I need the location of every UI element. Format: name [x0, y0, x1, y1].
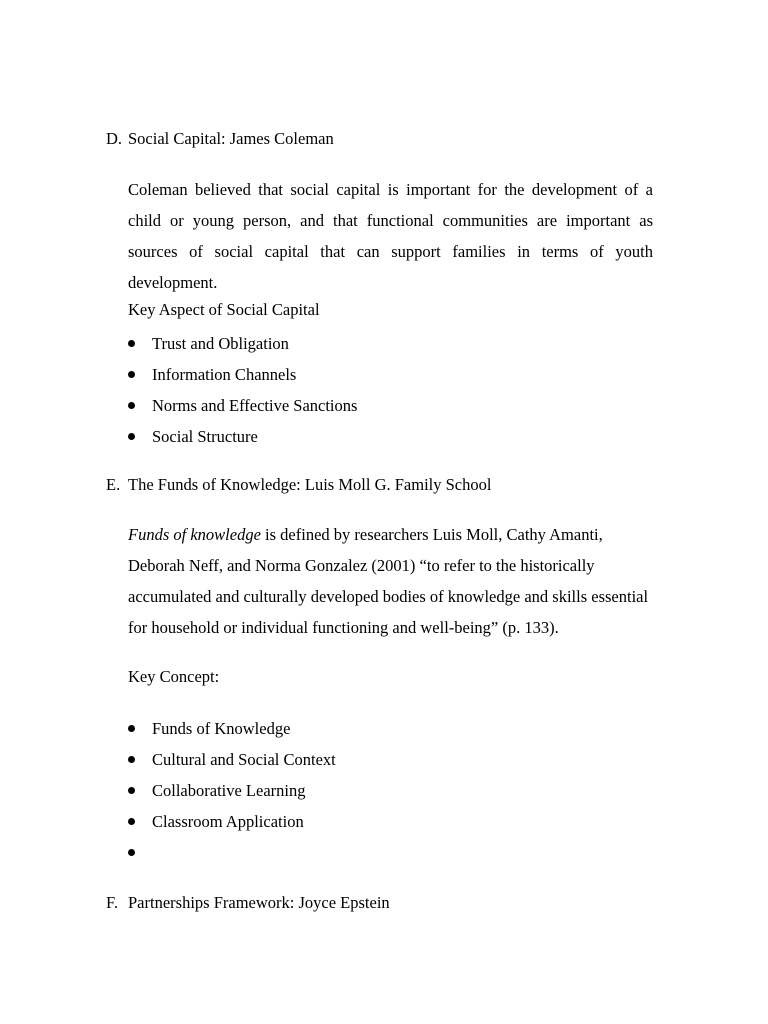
- section-f-title: Partnerships Framework: Joyce Epstein: [128, 893, 390, 912]
- bullet-icon: [128, 725, 135, 732]
- section-e-letter: E.: [106, 475, 121, 494]
- section-e-paragraph: [128, 519, 658, 643]
- section-f-heading: [106, 893, 390, 913]
- list-item: Classroom Application: [128, 811, 336, 842]
- section-d-bullet-list: [128, 333, 357, 457]
- list-item: Information Channels: [128, 364, 357, 395]
- section-e-paragraph-italic: Funds of knowledge: [128, 525, 261, 544]
- bullet-icon: [128, 756, 135, 763]
- section-e-heading: [106, 475, 491, 495]
- section-d-paragraph: Coleman believed that social capital is important for the development of a child or young person, and that functional communities are important as sources of social capital that can support families in terms of youth development.: [128, 180, 653, 292]
- list-item: Funds of Knowledge: [128, 718, 336, 749]
- bullet-icon: [128, 402, 135, 409]
- bullet-icon: [128, 433, 135, 440]
- section-d-heading: [106, 129, 334, 149]
- section-d-title: Social Capital: James Coleman: [128, 129, 334, 148]
- list-item: Social Structure: [128, 426, 357, 457]
- section-d-subheading: Key Aspect of Social Capital: [128, 300, 320, 319]
- section-d-letter: D.: [106, 129, 123, 148]
- bullet-icon: [128, 787, 135, 794]
- bullet-icon: [128, 340, 135, 347]
- bullet-icon: [128, 849, 135, 856]
- list-item: Cultural and Social Context: [128, 749, 336, 780]
- section-e-subheading: Key Concept:: [128, 667, 220, 686]
- section-e-title: The Funds of Knowledge: Luis Moll G. Family School: [128, 475, 492, 494]
- bullet-icon: [128, 818, 135, 825]
- list-item: Collaborative Learning: [128, 780, 336, 811]
- bullet-icon: [128, 371, 135, 378]
- section-e-bullet-list: [128, 718, 336, 873]
- list-item: Norms and Effective Sanctions: [128, 395, 357, 426]
- section-e-paragraph-rest: is defined by researchers Luis Moll, Cathy Amanti, Deborah Neff, and Norma Gonzalez (2001) “to refer to the historically accumulated and culturally developed bodies of knowledge and skills essential for household or individual functioning and well-being” (p. 133).: [128, 525, 649, 637]
- section-f-letter: F.: [106, 893, 118, 912]
- list-item: Trust and Obligation: [128, 333, 357, 364]
- list-item: [128, 842, 336, 873]
